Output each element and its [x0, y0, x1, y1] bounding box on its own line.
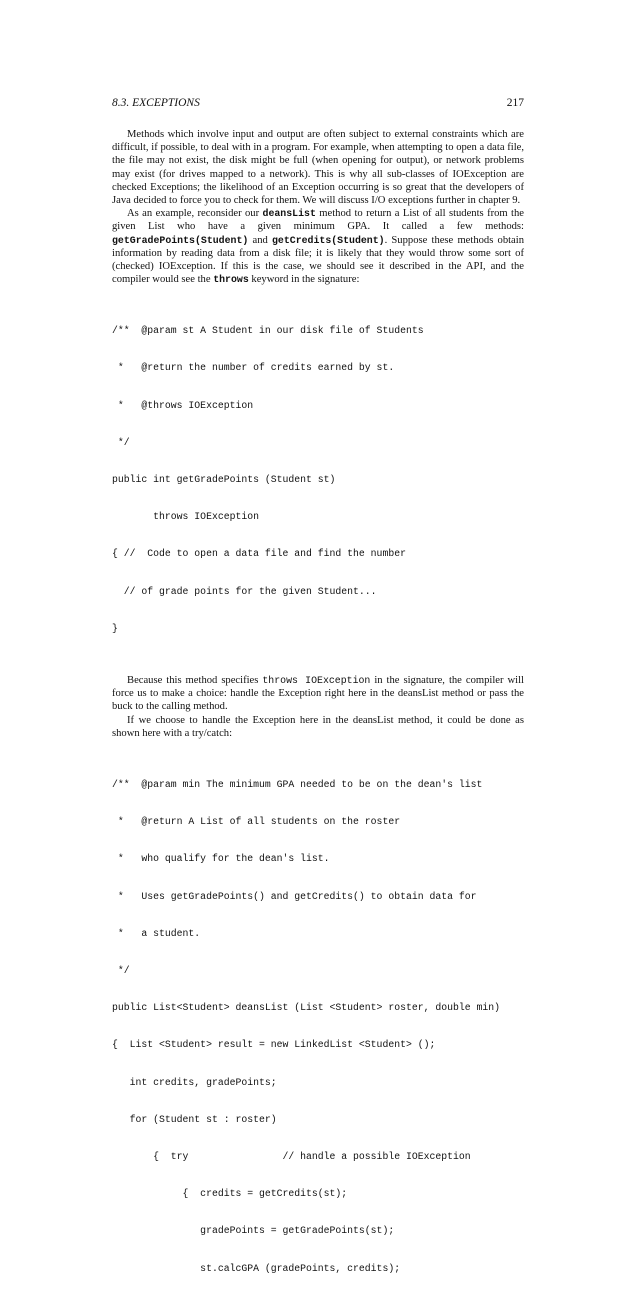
code-line: // of grade points for the given Student... [112, 585, 377, 597]
section-title: 8.3. EXCEPTIONS [112, 97, 200, 109]
code-line: * @throws IOException [112, 399, 254, 411]
running-header [112, 96, 524, 110]
code-line: * a student. [112, 927, 201, 939]
code-line: { // Code to open a data file and find the number [112, 548, 406, 560]
text-span: and [248, 234, 272, 246]
code-line: * Uses getGradePoints() and getCredits() to obtain data for [112, 890, 477, 902]
code-line: int credits, gradePoints; [112, 1076, 277, 1088]
paragraph-io-exceptions: Methods which involve input and output are often subject to external constraints which are difficult, if possible, to deal with in a program. For example, when attempting to open a data file, the file may not exist, the disk might be full (when opening for output), or network problems may exist (for drives mapped to a network). This is why all sub-classes of IOException are checked Exceptions; the likelihood of an Exception occurring is so great that the developers of Java decided to force you to check for them. We will discuss I/O exceptions further in chapter 9. [112, 129, 524, 207]
code-line: { credits = getCredits(st); [112, 1188, 348, 1200]
paragraph-throws-choice [112, 674, 524, 714]
code-line: /** @param min The minimum GPA needed to be on the dean's list [112, 778, 483, 790]
code-line: for (Student st : roster) [112, 1113, 277, 1125]
code-line: public int getGradePoints (Student st) [112, 474, 336, 486]
code-line: } [112, 622, 118, 634]
text-span: method to return a List of all students from the given List who have a given minimum GPA. It called a few methods: [112, 208, 524, 233]
code-line: throws IOException [112, 511, 259, 523]
text-span: Because this method specifies [127, 675, 263, 687]
code-line: public List<Student> deansList (List <Student> roster, double min) [112, 1002, 501, 1014]
text-span: . Suppose these methods obtain information by reading data from a disk file; it is likely that they would throw some sort of (checked) IOException. If this is the case, we should see it described in the API, and the compiler would see the [112, 234, 525, 286]
code-line: { List <Student> result = new LinkedList <Student> (); [112, 1039, 436, 1051]
text-span: keyword in the signature: [248, 274, 360, 286]
code-line: gradePoints = getGradePoints(st); [112, 1225, 395, 1237]
code-line: */ [112, 436, 130, 448]
code-listing-deanslist [112, 754, 524, 1300]
paragraph-deanslist-example [112, 207, 524, 286]
code-listing-getgradepoints [112, 300, 524, 660]
code-term-deanslist: deansList [262, 208, 316, 220]
code-line: * @return the number of credits earned by st. [112, 362, 395, 374]
page-number: 217 [506, 97, 524, 109]
text-span: As an example, reconsider our [127, 208, 263, 220]
paragraph-try-catch-intro: If we choose to handle the Exception here in the deansList method, it could be done as shown here with a try/catch: [112, 714, 524, 739]
code-line: st.calcGPA (gradePoints, credits); [112, 1262, 401, 1274]
code-term-getgradepoints: getGradePoints(Student) [112, 234, 249, 246]
text-span: in the signature, the compiler will force us to make a choice: handle the Exception right here in the deansList method or pass the buck to the calling method. [112, 675, 524, 713]
code-line: /** @param st A Student in our disk file of Students [112, 325, 424, 337]
book-page [112, 96, 524, 1314]
code-line: */ [112, 964, 130, 976]
code-term-throws-ioexception: throws IOException [262, 675, 371, 687]
code-line: * who qualify for the dean's list. [112, 853, 330, 865]
code-term-throws: throws [213, 274, 249, 286]
code-line: * @return A List of all students on the roster [112, 816, 401, 828]
code-line: { try // handle a possible IOException [112, 1150, 471, 1162]
code-term-getcredits: getCredits(Student) [271, 234, 385, 246]
